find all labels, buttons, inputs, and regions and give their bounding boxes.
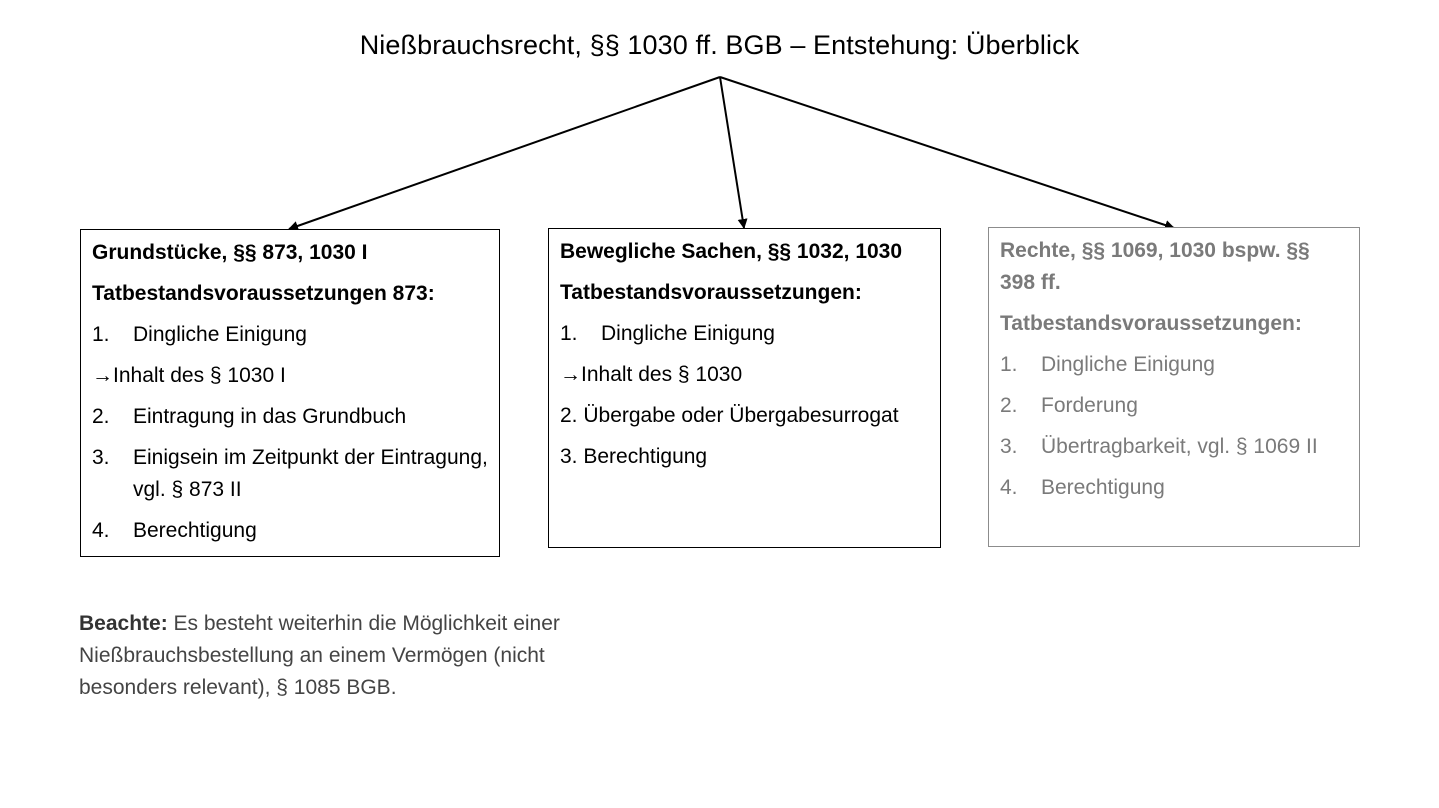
note-paragraph bbox=[79, 608, 639, 704]
list-item bbox=[1000, 349, 1349, 381]
item-text: Berechtigung bbox=[133, 519, 257, 542]
box-heading: Rechte, §§ 1069, 1030 bspw. §§ 398 ff. bbox=[1000, 239, 1310, 294]
item-number: 4. bbox=[92, 519, 110, 542]
list-item bbox=[1000, 472, 1349, 504]
arrow-to-bewegliche-sachen bbox=[720, 77, 744, 228]
arrow-to-grundstuecke bbox=[289, 77, 720, 229]
item-number: 3. bbox=[92, 446, 110, 469]
item-number: 2. bbox=[92, 405, 110, 428]
item-number: 4. bbox=[1000, 476, 1018, 499]
item-number: 1. bbox=[1000, 353, 1018, 376]
box-rechte bbox=[988, 227, 1360, 547]
list-item bbox=[92, 401, 489, 433]
list-item bbox=[92, 319, 489, 351]
list-item bbox=[92, 515, 489, 547]
box-subheading: Tatbestandsvoraussetzungen: bbox=[560, 281, 862, 304]
list-item: 3. Berechtigung bbox=[560, 445, 708, 468]
item-number: 1. bbox=[560, 322, 578, 345]
item-text: Übertragbarkeit, vgl. § 1069 II bbox=[1041, 435, 1318, 458]
list-item: 2. Übergabe oder Übergabesurrogat bbox=[560, 404, 899, 427]
item-text: Dingliche Einigung bbox=[1041, 353, 1215, 376]
note-text: Es besteht weiterhin die Möglichkeit einer Nießbrauchsbestellung an einem Vermögen (nicht besonders relevant), § 1085 BGB. bbox=[79, 612, 560, 699]
item-text: Einigsein im Zeitpunkt der Eintragung, vgl. § 873 II bbox=[133, 446, 488, 501]
list-item bbox=[1000, 431, 1349, 463]
item-number: 3. bbox=[1000, 435, 1018, 458]
item-text: Forderung bbox=[1041, 394, 1138, 417]
item-number: 1. bbox=[92, 323, 110, 346]
note-label: Beachte: bbox=[79, 612, 168, 635]
box-heading: Bewegliche Sachen, §§ 1032, 1030 bbox=[560, 240, 903, 263]
item-text: Eintragung in das Grundbuch bbox=[133, 405, 407, 428]
list-item: →Inhalt des § 1030 bbox=[560, 363, 743, 386]
box-subheading: Tatbestandsvoraussetzungen: bbox=[1000, 312, 1302, 335]
item-text: Dingliche Einigung bbox=[601, 322, 775, 345]
list-item bbox=[560, 318, 930, 350]
arrow-to-rechte bbox=[720, 77, 1174, 228]
box-heading: Grundstücke, §§ 873, 1030 I bbox=[92, 241, 368, 264]
box-subheading: Tatbestandsvoraussetzungen 873: bbox=[92, 282, 435, 305]
box-grundstuecke bbox=[80, 229, 500, 557]
list-item bbox=[92, 442, 489, 506]
list-item: →Inhalt des § 1030 I bbox=[92, 364, 286, 387]
diagram-title: Nießbrauchsrecht, §§ 1030 ff. BGB – Entstehung: Überblick bbox=[359, 30, 1080, 60]
item-text: Berechtigung bbox=[1041, 476, 1165, 499]
list-item bbox=[1000, 390, 1349, 422]
item-text: Dingliche Einigung bbox=[133, 323, 307, 346]
item-number: 2. bbox=[1000, 394, 1018, 417]
box-bewegliche-sachen bbox=[548, 228, 941, 548]
